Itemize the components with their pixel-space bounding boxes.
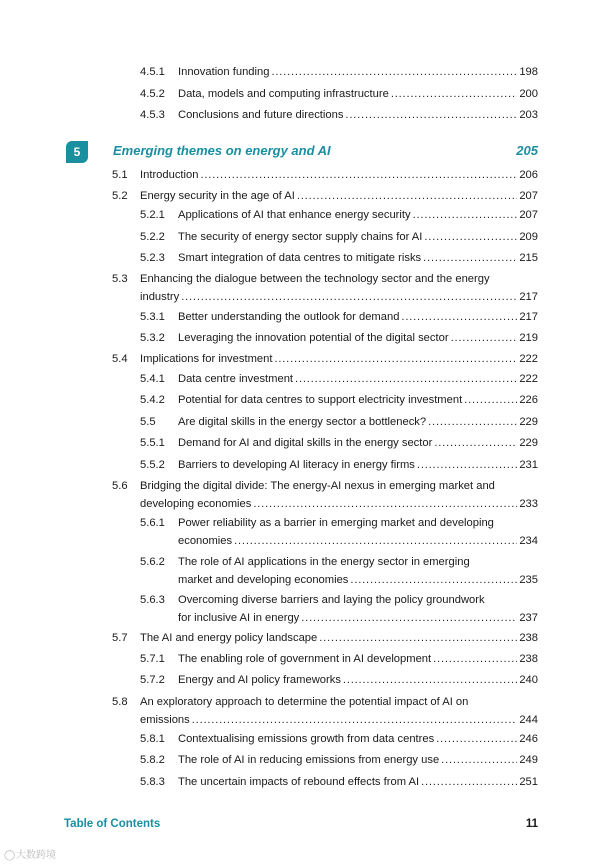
toc-entry-5-2-3[interactable] (140, 250, 538, 268)
section-number: 5.6.1 (140, 517, 165, 529)
toc-entry-5-5-1[interactable] (140, 435, 538, 453)
section-title: Energy security in the age of AI (140, 190, 295, 202)
section-title: Applications of AI that enhance energy security (178, 209, 411, 221)
section-number: 5.8.1 (140, 733, 165, 745)
section-title: The uncertain impacts of rebound effects from AI (178, 776, 420, 788)
toc-entry-5-6[interactable] (112, 478, 538, 513)
section-title: industry (140, 290, 180, 303)
chapter-page-number: 205 (516, 143, 538, 158)
footer-page-number: 11 (525, 818, 538, 830)
page-number: 226 (519, 394, 538, 406)
section-title: Conclusions and future directions (178, 109, 344, 121)
section-number: 5.3.1 (140, 311, 165, 323)
section-title: developing economies (140, 497, 252, 510)
page-number: 222 (519, 353, 538, 365)
page-number: 233 (519, 497, 538, 510)
section-number: 5.4.2 (140, 394, 165, 406)
section-number: 5.3.2 (140, 332, 165, 344)
page-number: 207 (519, 209, 538, 221)
section-title: Barriers to developing AI literacy in energy firms (178, 459, 415, 471)
section-number: 5.2.2 (140, 231, 165, 243)
section-title: Are digital skills in the energy sector a bottleneck? (178, 416, 427, 428)
section-title: The enabling role of government in AI development (178, 653, 432, 665)
section-title-line1: Power reliability as a barrier in emerging market and developing (178, 517, 494, 529)
toc-entry-4-5-3[interactable] (140, 107, 538, 125)
section-title: Potential for data centres to support electricity investment (178, 394, 463, 406)
section-number: 5.1 (112, 169, 128, 181)
toc-entry-5-7-1[interactable] (140, 651, 538, 669)
section-number: 5.8.3 (140, 776, 165, 788)
watermark-icon: ◯ (4, 850, 17, 861)
page-number: 229 (519, 437, 538, 449)
section-title: The role of AI in reducing emissions from energy use (178, 754, 440, 766)
page-number: 240 (519, 674, 538, 686)
section-number: 5.8 (112, 696, 128, 708)
footer-label: Table of Contents (64, 818, 161, 830)
page-number: 237 (519, 611, 538, 624)
watermark-text: 大数跨境 (16, 850, 57, 861)
section-number: 5.4.1 (140, 373, 165, 385)
toc-entry-5-6-1[interactable] (140, 515, 538, 550)
section-title: Data, models and computing infrastructure (178, 88, 389, 100)
section-number: 5.5.1 (140, 437, 165, 449)
chapter-number-badge: 5 (66, 141, 88, 163)
page-number: 217 (519, 290, 538, 303)
toc-entry-4-5-2[interactable] (140, 86, 538, 104)
toc-entry-5-3[interactable] (112, 271, 538, 306)
section-title-line1: Overcoming diverse barriers and laying the policy groundwork (178, 594, 485, 606)
section-number: 5.6 (112, 480, 128, 492)
page-number: 235 (519, 573, 538, 586)
section-title: for inclusive AI in energy (178, 611, 300, 624)
page-number: 231 (519, 459, 538, 471)
section-number: 5.7.2 (140, 674, 165, 686)
chapter-heading[interactable] (66, 141, 538, 163)
toc-entry-5-6-3[interactable] (140, 592, 538, 627)
chapter-title: Emerging themes on energy and AI (113, 143, 331, 158)
page-number: 198 (519, 66, 538, 78)
toc-entry-5-8[interactable] (112, 694, 538, 729)
toc-entry-5-4-1[interactable] (140, 371, 538, 389)
toc-entry-5-7[interactable] (112, 630, 538, 648)
page-number: 200 (519, 88, 538, 100)
section-number: 4.5.1 (140, 66, 165, 78)
toc-entry-5-7-2[interactable] (140, 672, 538, 690)
page-number: 209 (519, 231, 538, 243)
section-title-line1: The role of AI applications in the energy sector in emerging (178, 556, 470, 568)
section-number: 5.6.2 (140, 556, 165, 568)
section-number: 5.2 (112, 190, 128, 202)
section-number: 5.2.3 (140, 252, 165, 264)
section-title: market and developing economies (178, 573, 349, 586)
section-title: Energy and AI policy frameworks (178, 674, 341, 686)
page-number: 249 (519, 754, 538, 766)
section-title: economies (178, 534, 233, 547)
section-title: Innovation funding (178, 66, 270, 78)
section-title: The security of energy sector supply chains for AI (178, 231, 423, 243)
page-number: 229 (519, 416, 538, 428)
page-number: 203 (519, 109, 538, 121)
section-title: Implications for investment (140, 353, 273, 365)
section-title: Leveraging the innovation potential of the digital sector (178, 332, 449, 344)
toc-entry-5-1[interactable] (112, 167, 538, 185)
toc-entry-5-2-2[interactable] (140, 229, 538, 247)
toc-entry-5-6-2[interactable] (140, 554, 538, 589)
watermark (4, 846, 56, 861)
page-number: 246 (519, 733, 538, 745)
toc-entry-5-3-1[interactable] (140, 309, 538, 327)
page-number: 234 (519, 534, 538, 547)
section-number: 5.7 (112, 632, 128, 644)
toc-entry-5-2[interactable] (112, 188, 538, 206)
section-title-line1: Enhancing the dialogue between the technology sector and the energy (140, 273, 490, 285)
toc-entry-5-2-1[interactable] (140, 207, 538, 225)
section-title-line1: An exploratory approach to determine the potential impact of AI on (140, 696, 469, 708)
section-number: 4.5.3 (140, 109, 165, 121)
section-title: Better understanding the outlook for demand (178, 311, 400, 323)
page-number: 217 (519, 311, 538, 323)
page-number: 244 (519, 713, 538, 726)
page-number: 219 (519, 332, 538, 344)
section-number: 5.3 (112, 273, 128, 285)
toc-entry-5-4[interactable] (112, 351, 538, 369)
page-number: 251 (519, 776, 538, 788)
page-number: 215 (519, 252, 538, 264)
section-number: 5.7.1 (140, 653, 165, 665)
section-number: 5.4 (112, 353, 128, 365)
page-number: 207 (519, 190, 538, 202)
toc-entry-5-5-2[interactable] (140, 457, 538, 475)
toc-entry-5-8-1[interactable] (140, 731, 538, 749)
section-number: 5.5.2 (140, 459, 165, 471)
toc-entry-5-3-2[interactable] (140, 330, 538, 348)
section-title: Smart integration of data centres to mitigate risks (178, 252, 422, 264)
page-number: 238 (519, 653, 538, 665)
toc-entry-5-8-2[interactable] (140, 752, 538, 770)
toc-entry-5-5[interactable] (140, 414, 538, 432)
section-title: emissions (140, 713, 190, 726)
section-number: 5.5 (140, 416, 156, 428)
section-number: 4.5.2 (140, 88, 165, 100)
section-title-line1: Bridging the digital divide: The energy-AI nexus in emerging market and (140, 480, 495, 492)
section-title: The AI and energy policy landscape (140, 632, 318, 644)
section-number: 5.8.2 (140, 754, 165, 766)
section-title: Data centre investment (178, 373, 294, 385)
section-title: Contextualising emissions growth from data centres (178, 733, 435, 745)
section-number: 5.6.3 (140, 594, 165, 606)
toc-entry-4-5-1[interactable] (140, 64, 538, 82)
page-number: 238 (519, 632, 538, 644)
toc-entry-5-4-2[interactable] (140, 392, 538, 410)
page-number: 222 (519, 373, 538, 385)
section-title: Demand for AI and digital skills in the energy sector (178, 437, 433, 449)
page-number: 206 (519, 169, 538, 181)
toc-entry-5-8-3[interactable] (140, 774, 538, 792)
section-title: Introduction (140, 169, 199, 181)
section-number: 5.2.1 (140, 209, 165, 221)
